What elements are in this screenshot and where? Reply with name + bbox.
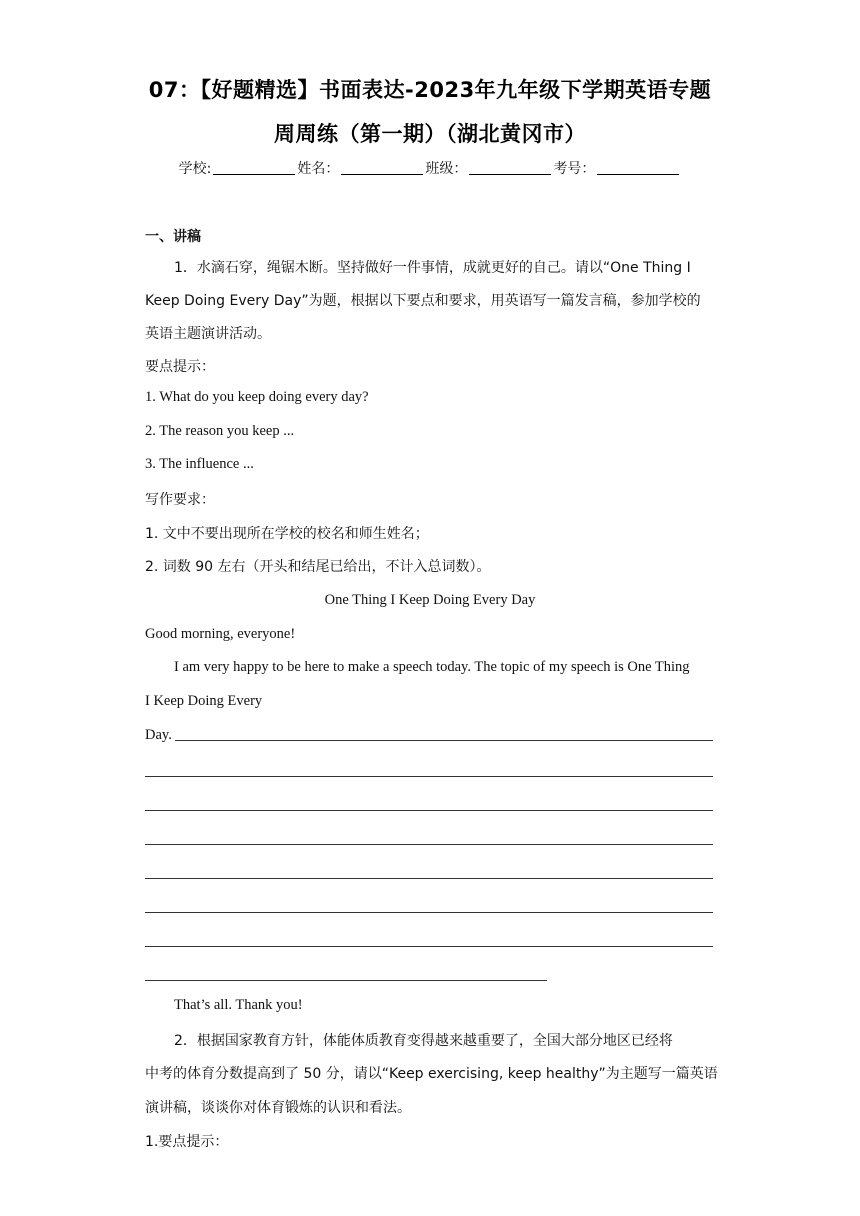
writing-line[interactable] [145,776,713,777]
essay-day-text: Day. [145,727,172,743]
q2-points-label: 1.要点提示： [145,1134,229,1150]
q2-prompt-line2: 中考的体育分数提高到了 50 分，请以“Keep exercising, keep healthy”为主题写一篇英语 [145,1066,718,1082]
writing-line[interactable] [145,946,713,947]
q1-req-item: 1. 文中不要出现所在学校的校名和师生姓名； [145,526,429,542]
writing-line[interactable] [145,912,713,913]
doc-title-line1: 07：【好题精选】书面表达-2023年九年级下学期英语专题 [148,78,712,102]
essay-closing: That’s all. Thank you! [174,997,303,1013]
school-label: 学校: [178,161,212,177]
q1-point-item: 1. What do you keep doing every day? [145,389,369,405]
q1-point-item: 2. The reason you keep ... [145,423,295,439]
q1-point-item: 3. The influence ... [145,456,254,472]
writing-line[interactable] [145,844,713,845]
q1-req-item: 2. 词数 90 左右（开头和结尾已给出，不计入总词数）。 [145,559,491,575]
exam-no-blank[interactable] [597,174,679,175]
exam-no-label: 考号： [553,161,596,177]
writing-line[interactable] [175,740,713,741]
school-blank[interactable] [213,174,295,175]
essay-title: One Thing I Keep Doing Every Day [324,592,536,608]
essay-intro-line2: I Keep Doing Every [145,693,263,709]
essay-intro-line3 [145,727,715,744]
q2-prompt-line3: 演讲稿，谈谈你对体育锻炼的认识和看法。 [145,1100,411,1116]
class-blank[interactable] [469,174,551,175]
q2-prompt-line1: 2．根据国家教育方针，体能体质教育变得越来越重要了，全国大部分地区已经将 [174,1033,673,1049]
name-blank[interactable] [341,174,423,175]
q1-prompt-line3: 英语主题演讲活动。 [145,326,271,342]
class-label: 班级： [425,161,468,177]
q1-req-label: 写作要求： [145,492,215,508]
essay-greeting: Good morning, everyone! [145,626,296,642]
writing-line[interactable] [145,810,713,811]
q1-prompt-line2: Keep Doing Every Day”为题，根据以下要点和要求，用英语写一篇发言稿，参加学校的 [145,293,701,309]
name-label: 姓名： [297,161,340,177]
q1-prompt-line1: 1．水滴石穿，绳锯木断。坚持做好一件事情，成就更好的自己。请以“One Thing I [174,260,691,276]
writing-line[interactable] [145,878,713,879]
doc-title-line2: 周周练（第一期）（湖北黄冈市） [274,122,586,146]
essay-intro-line1: I am very happy to be here to make a speech today. The topic of my speech is One Thing [174,659,690,675]
student-info-line [0,158,860,178]
writing-line[interactable] [145,980,547,981]
section-heading: 一、讲稿 [145,229,201,245]
q1-points-label: 要点提示： [145,359,215,375]
